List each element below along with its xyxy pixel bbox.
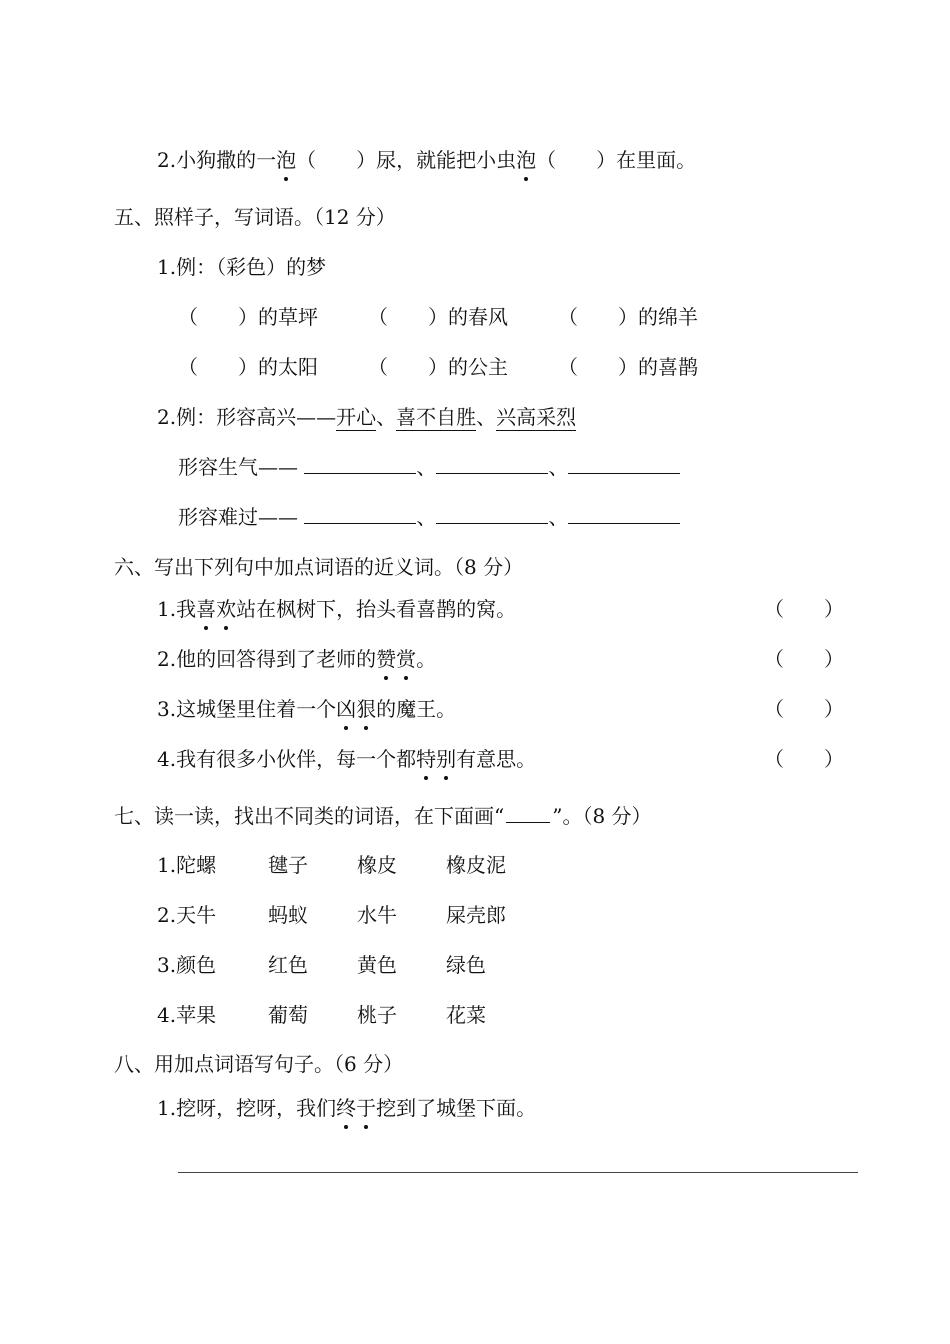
- section5-row1-item1: （ ）的草坪: [178, 305, 318, 329]
- section6-item-3: 3.这城堡里住着一个凶狠的魔王。: [157, 697, 457, 721]
- answer-blank[interactable]: [304, 455, 416, 474]
- answer-paren[interactable]: （ ）: [764, 697, 844, 721]
- answer-blank[interactable]: [304, 505, 416, 524]
- dotted-char: 狠: [356, 697, 377, 721]
- section7-row-2-col-4[interactable]: 屎壳郎: [446, 903, 506, 927]
- dotted-char: 欢: [216, 597, 237, 621]
- dotted-char: 赞: [376, 647, 397, 671]
- section5-row2-item2: （ ）的公主: [368, 355, 508, 379]
- section5-fill1: 形容生气—— 、 、: [178, 453, 680, 481]
- section7-row-1-col-2[interactable]: 毽子: [268, 853, 308, 877]
- section5-row2-item3: （ ）的喜鹊: [558, 355, 698, 379]
- section7-row-4-col-4[interactable]: 花菜: [446, 1003, 486, 1027]
- answer-paren[interactable]: （ ）: [764, 647, 844, 671]
- section5-fill2: 形容难过—— 、 、: [178, 503, 680, 531]
- dotted-char: 赏: [396, 647, 417, 671]
- section6-title: 六、写出下列句中加点词语的近义词。（8 分）: [114, 555, 524, 579]
- dotted-char: 喜: [196, 597, 217, 621]
- answer-blank[interactable]: [436, 455, 548, 474]
- section7-row-2-col-2[interactable]: 蚂蚁: [268, 903, 308, 927]
- dotted-char: 别: [436, 747, 457, 771]
- section7-row-4-col-2[interactable]: 葡萄: [268, 1003, 308, 1027]
- section6-item-1: 1.我喜欢站在枫树下，抬头看喜鹊的窝。: [157, 597, 517, 621]
- section7-row-4-col-3[interactable]: 桃子: [357, 1003, 397, 1027]
- section7-row-2-col-1[interactable]: 2.天牛: [157, 903, 217, 927]
- dotted-char: 终: [336, 1096, 357, 1120]
- section5-row2-item1: （ ）的太阳: [178, 355, 318, 379]
- section7-row-1-col-1[interactable]: 1.陀螺: [157, 853, 217, 877]
- q4-item-2: 2.小狗撒的一泡（ ）尿，就能把小虫泡（ ）在里面。: [157, 148, 697, 172]
- section5-example1: 1.例：（彩色）的梦: [157, 255, 327, 279]
- section7-row-1-col-4[interactable]: 橡皮泥: [446, 853, 506, 877]
- section6-item-2: 2.他的回答得到了老师的赞赏。: [157, 647, 437, 671]
- dotted-char: 凶: [336, 697, 357, 721]
- answer-blank[interactable]: [568, 455, 680, 474]
- section5-row1-item3: （ ）的绵羊: [558, 305, 698, 329]
- section7-title: 七、读一读，找出不同类的词语，在下面画“ ”。（8 分）: [114, 804, 652, 828]
- section6-item-4: 4.我有很多小伙伴，每一个都特别有意思。: [157, 747, 537, 771]
- dotted-char: 泡: [516, 148, 537, 172]
- section7-row-2-col-3[interactable]: 水牛: [357, 903, 397, 927]
- answer-paren[interactable]: （ ）: [764, 597, 844, 621]
- answer-paren[interactable]: （ ）: [764, 747, 844, 771]
- section7-row-3-col-2[interactable]: 红色: [268, 953, 308, 977]
- section7-row-3-col-3[interactable]: 黄色: [357, 953, 397, 977]
- example-word: 兴高采烈: [496, 405, 577, 429]
- dotted-char: 泡: [276, 148, 297, 172]
- answer-blank[interactable]: [436, 505, 548, 524]
- section8-item-1: 1.挖呀，挖呀，我们终于挖到了城堡下面。: [157, 1096, 537, 1120]
- section7-row-4-col-1[interactable]: 4.苹果: [157, 1003, 217, 1027]
- section5-row1-item2: （ ）的春风: [368, 305, 508, 329]
- section8-title: 八、用加点词语写句子。（6 分）: [114, 1052, 404, 1076]
- underline-sample: [506, 804, 550, 823]
- dotted-char: 特: [416, 747, 437, 771]
- answer-blank[interactable]: [568, 505, 680, 524]
- section5-example2: 2.例：形容高兴——开心、喜不自胜、兴高采烈: [157, 405, 577, 429]
- example-word: 喜不自胜: [396, 405, 477, 429]
- section7-row-1-col-3[interactable]: 橡皮: [357, 853, 397, 877]
- answer-line[interactable]: [178, 1172, 858, 1173]
- section7-row-3-col-4[interactable]: 绿色: [446, 953, 486, 977]
- dotted-char: 于: [356, 1096, 377, 1120]
- example-word: 开心: [336, 405, 377, 429]
- section7-row-3-col-1[interactable]: 3.颜色: [157, 953, 217, 977]
- section5-title: 五、照样子，写词语。（12 分）: [114, 205, 396, 229]
